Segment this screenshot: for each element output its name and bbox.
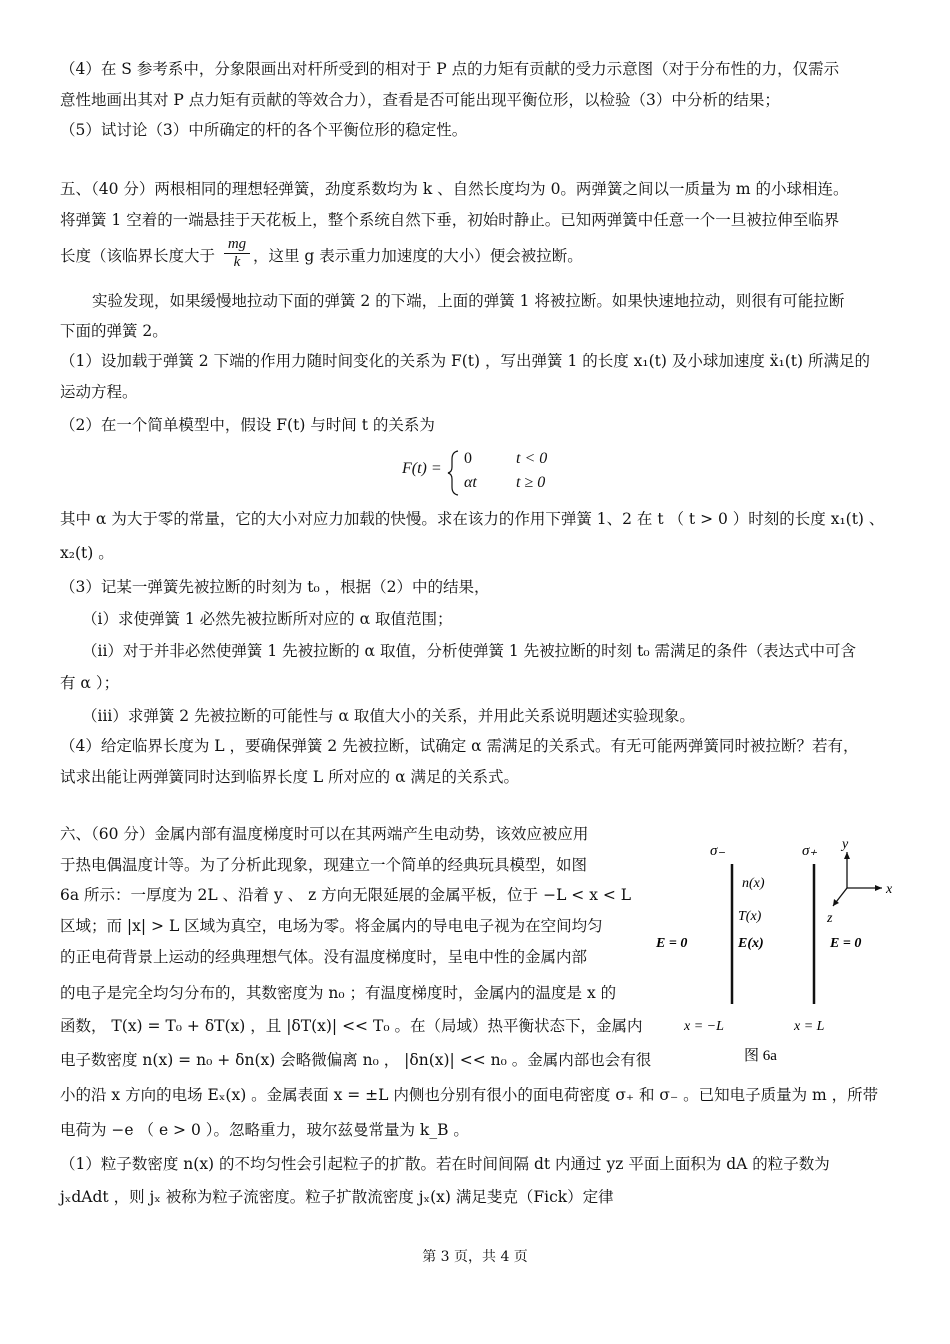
q6-part1-line1: （1）粒子数密度 n(x) 的不均匀性会引起粒子的扩散。若在时间间隔 dt 内通过 yz 平面上面积为 dA 的粒子数为 (60, 1155, 830, 1173)
q5-part2-line3: x₂(t) 。 (60, 544, 114, 562)
q5-part3-ii-line2: 有 α ）； (60, 674, 120, 692)
q5-line3a: 长度（该临界长度大于 (60, 247, 216, 265)
q6-line8: 电子数密度 n(x) = n₀ + δn(x) 会略微偏离 n₀ ， |δn(x)| << n₀ 。金属内部也会有很 (60, 1051, 652, 1069)
fig-T-label: T(x) (738, 909, 762, 924)
q5-part3-line1: （3）记某一弹簧先被拉断的时刻为 t₀ ，根据（2）中的结果， (60, 578, 490, 596)
q5-part1-line2: 运动方程。 (60, 383, 138, 401)
equation-case2-condition: t ≥ 0 (516, 474, 546, 491)
arrow-right-icon (875, 885, 882, 891)
equation-lhs: F(t) = (402, 460, 442, 477)
q5-line5: 下面的弹簧 2。 (60, 322, 168, 340)
fraction-numerator: mg (224, 236, 250, 254)
q5-part3-ii-line1: （ii）对于并非必然使弹簧 1 先被拉断的 α 取值，分析使弹簧 1 先被拉断的时刻 t₀ 需满足的条件（表达式中可含 (82, 642, 856, 660)
q6-line9: 小的沿 x 方向的电场 Eₓ(x) 。金属表面 x = ±L 内侧也分别有很小的面电荷密度 σ₊ 和 σ₋ 。已知电子质量为 m ，所带 (60, 1086, 879, 1104)
q6-line10: 电荷为 −e （ e > 0 ）。忽略重力，玻尔兹曼常量为 k_B 。 (60, 1121, 469, 1139)
q6-line1: 六、（60 分）金属内部有温度梯度时可以在其两端产生电动势，该效应被应用 (60, 825, 589, 843)
equation-case1-value: 0 (464, 450, 472, 467)
figure-6a (640, 830, 910, 1070)
q5-part4-line2: 试求出能让两弹簧同时达到临界长度 L 所对应的 α 满足的关系式。 (60, 768, 519, 786)
q6-line6: 的电子是完全均匀分布的，其数密度为 n₀ ；有温度梯度时，金属内的温度是 x 的 (60, 984, 617, 1002)
q5-part3-iii: （iii）求弹簧 2 先被拉断的可能性与 α 取值大小的关系，并用此关系说明题述实验现象。 (82, 707, 695, 725)
fig-sigma-minus: σ₋ (710, 843, 726, 859)
q5-line3b: ，这里 g 表示重力加速度的大小）便会被拉断。 (253, 247, 583, 265)
top-p4-line2: 意性地画出其对 P 点力矩有贡献的等效合力），查看是否可能出现平衡位形，以检验（3）中分析的结果； (60, 91, 780, 109)
q6-line2: 于热电偶温度计等。为了分析此现象，现建立一个简单的经典玩具模型，如图 (60, 856, 588, 874)
q6-line5: 的正电荷背景上运动的经典理想气体。没有温度梯度时，呈电中性的金属内部 (60, 948, 588, 966)
equation-case2-value: αt (464, 474, 477, 491)
q5-part1-line1: （1）设加载于弹簧 2 下端的作用力随时间变化的关系为 F(t) ，写出弹簧 1 的长度 x₁(t) 及小球加速度 ẍ₁(t) 所满足的 (60, 352, 870, 370)
q5-fraction-mg-over-k (224, 236, 250, 271)
fig-caption: 图 6a (744, 1048, 777, 1064)
fig-E-right: E = 0 (830, 936, 862, 951)
q6-line3: 6a 所示：一厚度为 2L 、沿着 y 、 z 方向无限延展的金属平板，位于 −L < x < L (60, 886, 632, 904)
equation-case1-condition: t < 0 (516, 450, 548, 467)
fig-x-minus-L: x = −L (684, 1019, 724, 1034)
q5-line2: 将弹簧 1 空着的一端悬挂于天花板上，整个系统自然下垂，初始时静止。已知两弹簧中任意一个一旦被拉伸至临界 (60, 211, 840, 229)
q5-part2-line2: 其中 α 为大于零的常量，它的大小对应力加载的快慢。求在该力的作用下弹簧 1、2 在 t （ t > 0 ）时刻的长度 x₁(t) 、 (60, 510, 885, 528)
fig-n-label: n(x) (742, 876, 765, 891)
fig-axis-x-label: x (886, 882, 893, 897)
q5-line1: 五、（40 分）两根相同的理想轻弹簧，劲度系数均为 k 、自然长度均为 0。两弹簧之间以一质量为 m 的小球相连。 (60, 180, 849, 198)
q5-part4-line1: （4）给定临界长度为 L ，要确保弹簧 2 先被拉断，试确定 α 需满足的关系式。有无可能两弹簧同时被拉断？若有， (60, 737, 859, 755)
equation-brace (447, 449, 461, 497)
q6-line4: 区域；而 |x| > L 区域为真空，电场为零。将金属内的导电电子视为在空间均匀 (60, 917, 603, 935)
q6-line7: 函数， T(x) = T₀ + δT(x) ，且 |δT(x)| << T₀ 。在（局域）热平衡状态下，金属内 (60, 1017, 643, 1035)
arrow-up-icon (844, 852, 850, 859)
q6-part1-line2: jₓdAdt ，则 jₓ 被称为粒子流密度。粒子扩散流密度 jₓ(x) 满足斐克（Fick）定律 (60, 1188, 614, 1206)
top-p4-line1: （4）在 S 参考系中，分象限画出对杆所受到的相对于 P 点的力矩有贡献的受力示意图（对于分布性的力，仅需示 (60, 60, 840, 78)
q5-line4: 实验发现，如果缓慢地拉动下面的弹簧 2 的下端，上面的弹簧 1 将被拉断。如果快速地拉动，则很有可能拉断 (92, 292, 845, 310)
top-p5: （5）试讨论（3）中所确定的杆的各个平衡位形的稳定性。 (60, 121, 468, 139)
fig-axis-y-label: y (842, 837, 849, 852)
fig-E-left: E = 0 (656, 936, 688, 951)
page-footer: 第 3 页，共 4 页 (422, 1249, 528, 1265)
q5-part3-i: （i）求使弹簧 1 必然先被拉断所对应的 α 取值范围； (82, 610, 453, 628)
fig-axis-z-label: z (827, 911, 833, 926)
fraction-denominator: k (233, 254, 241, 270)
fig-E-inside: E(x) (738, 936, 764, 951)
fig-sigma-plus: σ₊ (802, 843, 818, 859)
fig-x-plus-L: x = L (794, 1019, 825, 1034)
q5-part2-line1: （2）在一个简单模型中，假设 F(t) 与时间 t 的关系为 (60, 416, 435, 434)
